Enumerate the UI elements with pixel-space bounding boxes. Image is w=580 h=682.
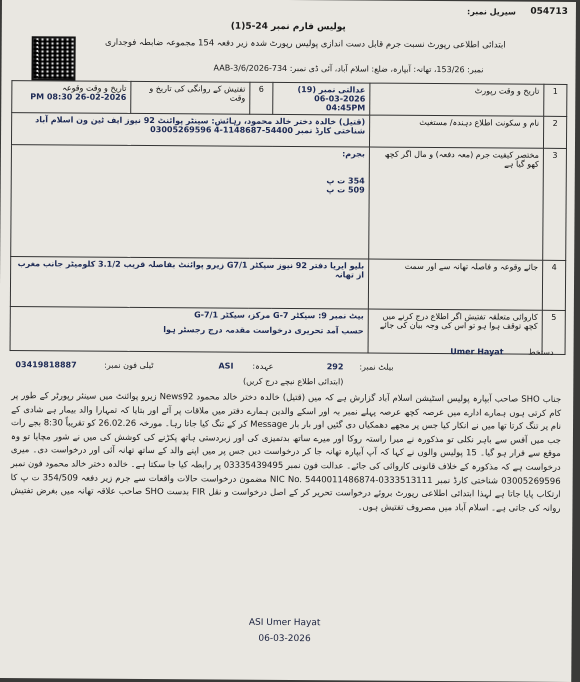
rank-label: عہدہ: — [252, 361, 274, 371]
fir-table — [10, 80, 568, 355]
row-number: 1 — [544, 84, 567, 116]
row-answer — [10, 307, 368, 353]
report-datetime: 26-02-2026 08:30 PM — [30, 92, 127, 102]
fir-number-line: نمبر: 153/26، تھانہ: آبپارہ، ضلع: اسلام آباد، آئی ڈی نمبر: AAB-3/6/2026-734 — [213, 63, 484, 75]
table-row — [11, 113, 566, 149]
offence-label: بجرم: — [342, 149, 365, 159]
row-question: مختصر کیفیت جرم (معہ دفعہ) و مال اگر کچھ کھو گیا ہے — [369, 147, 544, 260]
dispatch-label: تفتیش کے روانگی کی تاریخ و وقت — [149, 84, 246, 103]
phone-label: ٹیلی فون نمبر: — [104, 360, 154, 371]
row-answer — [11, 113, 369, 147]
closing-date: 06-03-2026 — [258, 633, 311, 645]
row-question: تاریخ و وقت رپورٹ — [370, 83, 544, 116]
row-question: نام و سکونت اطلاع دہندہ/ مستغیث — [369, 115, 543, 148]
dispatch-datetime: 06-03-2026 04:45PM — [314, 94, 366, 113]
offence-section: 354 ت پ — [326, 176, 365, 186]
belt-number: 292 — [326, 362, 344, 372]
signature-label: دستخط — [528, 347, 554, 357]
row-number: 5 — [542, 310, 565, 354]
qr-code-icon — [31, 36, 75, 80]
row-answer — [11, 145, 370, 259]
belt-label: بیلٹ نمبر: — [359, 362, 394, 372]
table-row — [11, 145, 567, 261]
fir-body-text: جناب SHO صاحب آبپارہ پولیس اسٹیشن اسلام آباد گزارش ہے کہ میں (قتیل) خالدہ دختر خالد محمود News92 زیرو پوائنٹ میں سینئر رپورٹر کے طور پر کام کرتی ہوں ہمارے ادارے میں عرصہ کچھ عرصہ پہلے نمبر بہ اور اسکے والدین ہمارے دفتر میں ملاقات پر آئے اور بتایا کہ تمہارا والد بیمار ہے شادی کے نام پر تنگ کرتا تھا میں نے انکار کیا جس پر مجھے دھمکیاں دی گئیں اور بار بار Message کر کے تنگ کیا جاتا رہا۔ مورخہ 26.02.26 کو تقریباً 8:30 بجے رات جب میں آفس سے باہر نکلی تو مذکورہ نے میرا راستہ روکا اور میرے ساتھ بدتمیزی کی اور زبردستی ہاتھ پکڑنے کی کوشش کی میں نے شور مچایا تو وہ موقع سے فرار ہو گیا۔ 15 پولیس والوں نے کہا کہ آپ آبپارہ تھانہ جا کر درخواست دیں جس پر میں اپنے والد کے ساتھ تھانہ آئی اور درخواست دی۔ میری درخواست ہے کہ مذکورہ کے خلاف قانونی کاروائی کی جائے۔ عدالت فون نمبر 03335439495 پر رابطہ کیا جا سکتا ہے۔ خالدہ دختر خالد محمود فون نمبر 03005269596 شناختی کارڈ نمبر NIC No. 5440011486874-0333513111 مضمون درخواست حالات واقعات سے جرم زیر دفعہ 354/509 ت پ کا ارتکاب پایا جاتا ہے لہذا ابتدائی اطلاعی رپورٹ بروئے درخواست تحریر کر کے اصل درخواست و نقل FIR بدست SHO صاحب علاقہ تھانہ میں بغرض تفتیش روانہ کی جاتی ہے۔ اسلام آباد میں مصروف تفتیش ہوں۔ — [10, 391, 562, 514]
rank-value: ASI — [218, 361, 234, 371]
serial-value: 054713 — [530, 6, 568, 17]
table-row — [10, 257, 565, 311]
serial-label: سیریل نمبر: — [467, 7, 516, 17]
row-number: 4 — [542, 260, 565, 310]
place-of-occurrence: بلیو ایریا دفتر 92 نیوز سیکٹر G7/1 زیرو پوائنٹ بفاصلہ قریب 3.1/2 کلومیٹر جانب مغرب از تھانہ — [17, 259, 365, 280]
row-question: کاروائی متعلقہ تفتیش اگر اطلاع درج کرنے میں کچھ توقف ہوا ہو تو اس کی وجہ بیان کی جائے — [368, 309, 542, 354]
complainant-name: (قتیل) خالدہ دختر خالد محمود، رہائش: سینٹر پوائنٹ 92 نیوز ایف ٹین ون اسلام آباد — [35, 115, 366, 127]
col19-label: عدالتی نمبر (19) — [297, 85, 366, 95]
beat-info: بیٹ نمبر 9: سیکٹر G-7 مرکز، سیکٹر G-7/1 — [194, 310, 364, 321]
incident-label: تاریخ و وقت وقوعہ — [62, 83, 127, 93]
row-answer — [131, 81, 250, 114]
officer-name: Umer Hayat — [450, 347, 504, 357]
table-row — [12, 81, 567, 117]
offence-section: 509 ت پ — [326, 185, 365, 195]
registration-note: حسب آمد تحریری درخواست مقدمہ درج رجسٹر ہوا — [163, 325, 364, 336]
form-subtitle: ابتدائی اطلاعی رپورٹ نسبت جرم قابل دست اندازی پولیس رپورٹ شدہ زیر دفعہ 154 مجموعہ ضابطہ فوجداری — [105, 37, 506, 51]
row-number: 2 — [543, 116, 566, 148]
complainant-cnic: شناختی کارڈ نمبر 54400-1148687-4 — [213, 125, 366, 136]
form-title: پولیس فارم نمبر 24-5(1) — [230, 21, 346, 33]
row-number: 3 — [543, 148, 567, 260]
row-number: 6 — [250, 82, 273, 114]
row-question: جائے وقوعہ و فاصلہ تھانہ سے اور سمت — [368, 259, 542, 310]
row-answer — [12, 81, 131, 114]
row-answer — [10, 257, 368, 309]
complainant-phone: 03005269596 — [150, 125, 212, 135]
row-answer — [273, 82, 370, 115]
officer-phone: 03419818887 — [15, 360, 77, 370]
fir-text-note: (ابتدائی اطلاع نیچے درج کریں) — [242, 376, 344, 387]
closing-name: ASI Umer Hayat — [248, 617, 321, 629]
